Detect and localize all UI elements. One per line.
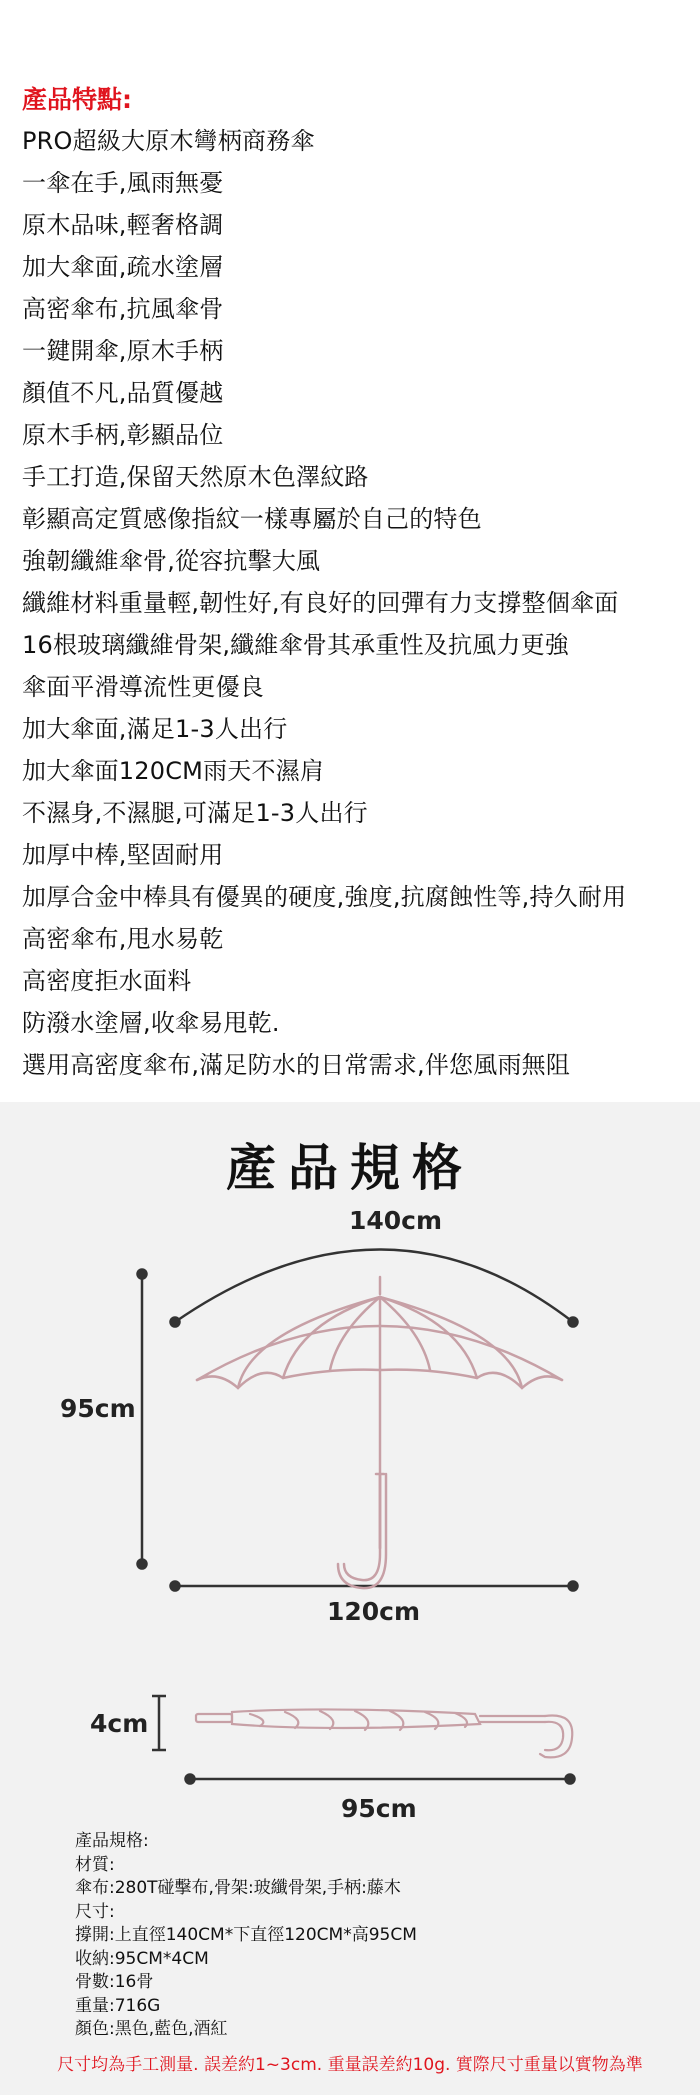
spec-item: 材質:: [75, 1854, 115, 1875]
features-title: 產品特點:: [22, 85, 132, 114]
feature-line: 加厚中棒,堅固耐用: [22, 841, 224, 869]
features-section: [22, 78, 692, 1086]
spec-item: 顏色:黑色,藍色,酒紅: [75, 2019, 228, 2039]
dim-open-bottom-label: 120cm: [327, 1597, 421, 1626]
closed-length-dimension-line: [186, 1775, 575, 1784]
feature-line: 傘面平滑導流性更優良: [22, 673, 264, 701]
closed-width-dimension-line: [152, 1696, 166, 1750]
dim-closed-length-label: 95cm: [341, 1794, 417, 1823]
feature-line: 一鍵開傘,原木手柄: [22, 337, 224, 365]
open-umbrella-illustration: [197, 1277, 562, 1588]
feature-line: 加大傘面120CM雨天不濕肩: [22, 757, 325, 785]
feature-line: 原木品味,輕奢格調: [22, 211, 224, 239]
feature-line: 手工打造,保留天然原木色澤紋路: [22, 463, 369, 491]
feature-line: 高密傘布,甩水易乾: [22, 925, 224, 953]
feature-line: 高密傘布,抗風傘骨: [22, 295, 224, 323]
feature-line: 防潑水塗層,收傘易甩乾.: [22, 1009, 280, 1037]
feature-line: 選用高密度傘布,滿足防水的日常需求,伴您風雨無阻: [22, 1051, 571, 1079]
spec-list: [75, 1830, 417, 2042]
feature-line: 加厚合金中棒具有優異的硬度,強度,抗腐蝕性等,持久耐用: [22, 883, 627, 911]
feature-line: 高密度拒水面料: [22, 967, 192, 995]
feature-line: PRO超級大原木彎柄商務傘: [22, 127, 315, 155]
feature-line: 原木手柄,彰顯品位: [22, 421, 224, 449]
features-list: [22, 120, 692, 1086]
feature-line: 強韌纖維傘骨,從容抗擊大風: [22, 547, 321, 575]
feature-line: 加大傘面,疏水塗層: [22, 253, 224, 281]
dim-open-top-label: 140cm: [349, 1206, 443, 1235]
feature-line: 纖維材料重量輕,韌性好,有良好的回彈有力支撐整個傘面: [22, 589, 619, 617]
spec-item: 骨數:16骨: [75, 1972, 154, 1992]
spec-item: 傘布:280T碰擊布,骨架:玻纖骨架,手柄:藤木: [75, 1878, 401, 1898]
feature-line: 彰顯高定質感像指紋一樣專屬於自己的特色: [22, 505, 482, 533]
spec-item: 撐開:上直徑140CM*下直徑120CM*高95CM: [75, 1925, 417, 1945]
open-height-dimension-line: [138, 1270, 147, 1569]
feature-line: 16根玻璃纖維骨架,纖維傘骨其承重性及抗風力更強: [22, 631, 569, 659]
spec-item: 重量:716G: [75, 1995, 161, 2016]
feature-line: 不濕身,不濕腿,可滿足1-3人出行: [22, 799, 368, 827]
dim-open-height-label: 95cm: [60, 1394, 136, 1423]
spec-item: 收納:95CM*4CM: [75, 1948, 209, 1969]
feature-line: 加大傘面,滿足1-3人出行: [22, 715, 288, 743]
open-top-dimension-line: [171, 1250, 578, 1327]
feature-line: 一傘在手,風雨無憂: [22, 169, 224, 197]
dim-closed-width-label: 4cm: [90, 1709, 149, 1738]
spec-heading: 產品規格: [226, 1139, 474, 1197]
measurement-footnote: 尺寸均為手工測量. 誤差約1~3cm. 重量誤差約10g. 實際尺寸重量以實物為準: [57, 2055, 643, 2075]
closed-umbrella-illustration: [196, 1709, 572, 1757]
spec-item: 產品規格:: [75, 1831, 149, 1851]
spec-item: 尺寸:: [75, 1901, 115, 1922]
feature-line: 顏值不凡,品質優越: [22, 379, 224, 407]
